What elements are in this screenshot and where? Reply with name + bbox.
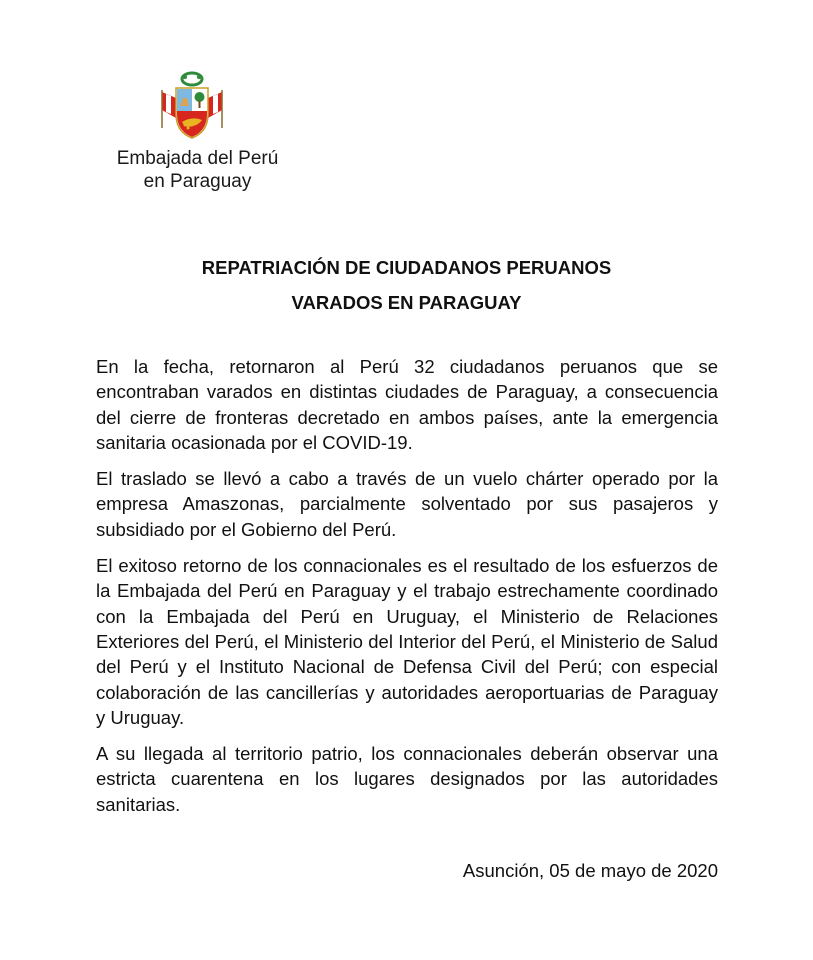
embassy-name <box>110 147 285 193</box>
paragraph: A su llegada al territorio patrio, los connacionales deberán observar una estricta cuarentena en los lugares designados por las autoridades sanitarias. <box>96 743 718 815</box>
document-body <box>96 354 718 828</box>
embassy-name-line1: Embajada del Perú <box>116 148 279 169</box>
title-line2: VARADOS EN PARAGUAY <box>291 292 522 313</box>
paragraph: El traslado se llevó a cabo a través de un vuelo chárter operado por la empresa Amaszonas, parcialmente solventado por sus pasajeros y subsidiado por el Gobierno del Perú. <box>96 468 718 540</box>
paragraph: En la fecha, retornaron al Perú 32 ciudadanos peruanos que se encontraban varados en distintas ciudades de Paraguay, a consecuencia del cierre de fronteras decretado en ambos países, ante la emergencia sanitaria ocasionada por el COVID-19. <box>96 356 718 453</box>
document-title <box>0 250 813 320</box>
place-date: Asunción, 05 de mayo de 2020 <box>462 860 718 881</box>
embassy-name-line2: en Paraguay <box>143 171 252 192</box>
title-line1: REPATRIACIÓN DE CIUDADANOS PERUANOS <box>201 257 612 278</box>
paragraph: El exitoso retorno de los connacionales es el resultado de los esfuerzos de la Embajada del Perú en Paraguay y el trabajo estrechamente coordinado con la Embajada del Perú en Uruguay, el Ministerio de Relaciones Exteriores del Perú, el Ministerio del Interior del Perú, el Ministerio de Salud del Perú y el Instituto Nacional de Defensa Civil del Perú; con especial colaboración de las cancillerías y autoridades aeroportuarias de Paraguay y Uruguay. <box>96 555 718 728</box>
peru-coat-of-arms-icon <box>158 70 226 142</box>
